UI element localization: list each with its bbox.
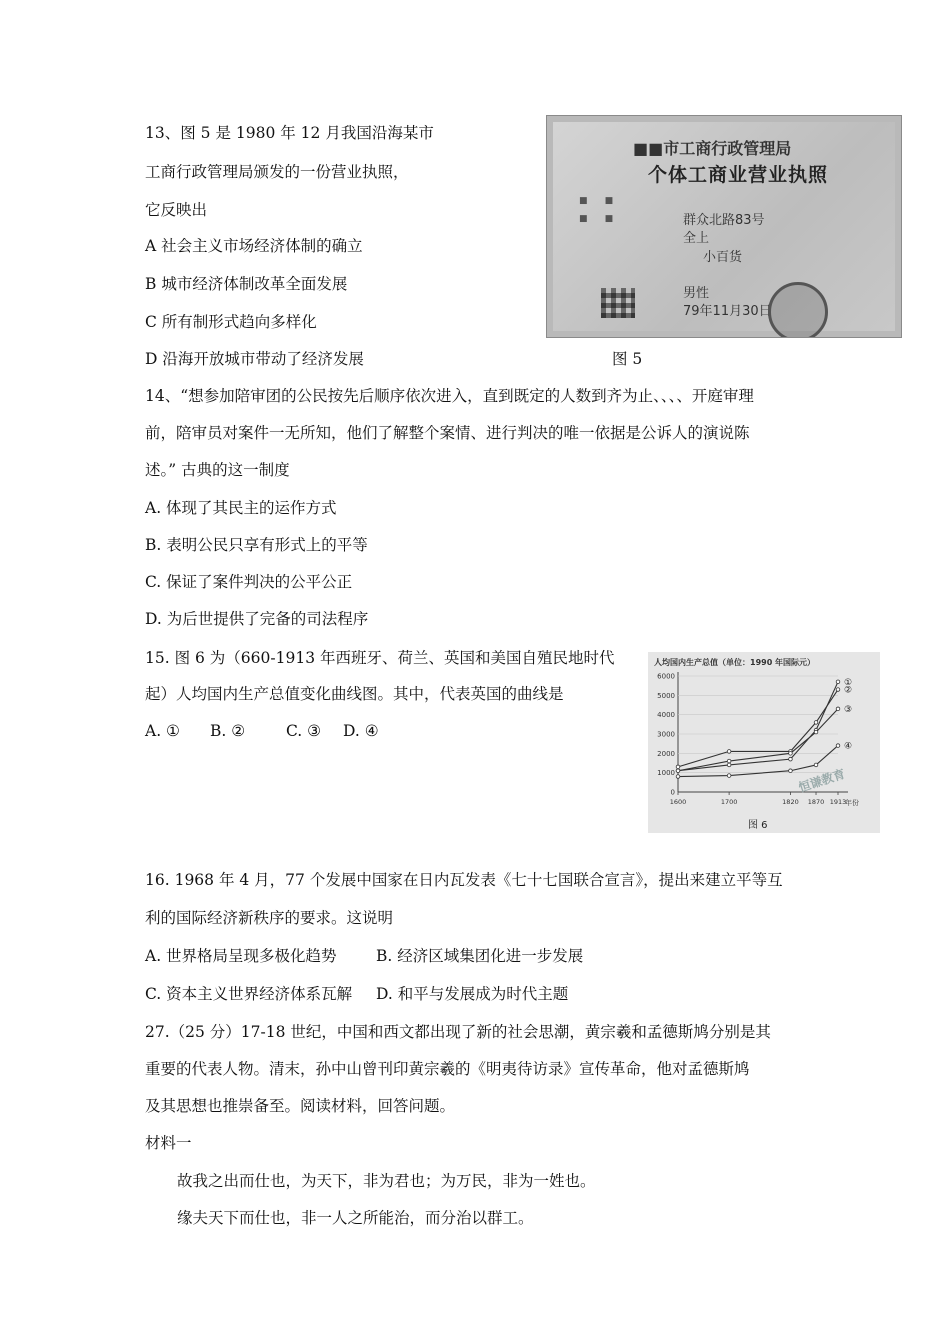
y-tick-label: 4000: [657, 711, 675, 720]
q13-line-2: 工商行政管理局颁发的一份营业执照，: [145, 163, 409, 181]
y-tick-label: 6000: [657, 672, 675, 681]
license-seal: [768, 282, 828, 338]
chart-caption: 图 6: [748, 820, 768, 831]
series-2-point: [727, 750, 731, 754]
license-scope: 小百货: [703, 250, 743, 265]
q15-option-c: C. ③: [286, 722, 322, 740]
q14-line-3: 述。” 古典的这一制度: [145, 461, 290, 479]
series-label-3: ③: [844, 704, 853, 715]
q13-option-c: C 所有制形式趋向多样化: [145, 313, 317, 331]
y-tick-label: 5000: [657, 691, 675, 700]
figure-5-caption: 图 5: [612, 350, 643, 368]
q14-line-2: 前，陪审员对案件一无所知，他们了解整个案情、进行判决的唯一依据是公诉人的演说陈: [145, 424, 750, 442]
series-4-point: [676, 775, 680, 779]
series-2-point: [676, 765, 680, 769]
q13-option-b: B 城市经济体制改革全面发展: [145, 275, 348, 293]
q16-option-b: B. 经济区域集团化进一步发展: [376, 947, 584, 965]
q14-option-b: B. 表明公民只享有形式上的平等: [145, 536, 368, 554]
chart-xlabel: 年份: [845, 799, 859, 807]
series-label-2: ②: [844, 685, 853, 696]
q27-line-3: 及其思想也推崇备至。阅读材料，回答问题。: [145, 1097, 456, 1115]
q27-line-2: 重要的代表人物。清末，孙中山曾刊印黄宗羲的《明夷待访录》宣传革命，他对孟德斯鸠: [145, 1060, 750, 1078]
q16-line-2: 利的国际经济新秩序的要求。这说明: [145, 909, 394, 927]
series-3-point: [676, 769, 680, 773]
x-tick-label: 1700: [720, 798, 738, 806]
license-authority: ■■市工商行政管理局: [633, 139, 792, 158]
y-tick-label: 1000: [657, 769, 675, 778]
series-label-4: ④: [844, 741, 853, 752]
license-address: 群众北路83号: [683, 213, 765, 228]
y-tick-label: 0: [670, 788, 675, 797]
business-license-photo: ■■市工商行政管理局 个体工商业营业执照 ■ ■ ■ ■ 群众北路83号 全上 小百货 男性 79年11月30日: [546, 115, 902, 338]
series-1-point: [836, 680, 840, 684]
q15-option-d: D. ④: [343, 722, 379, 740]
x-tick-label: 1600: [669, 798, 687, 806]
q16-option-a: A. 世界格局呈现多极化趋势: [145, 947, 337, 965]
license-title: 个体工商业营业执照: [648, 164, 829, 186]
series-1-point: [727, 763, 731, 767]
license-same: 全上: [683, 231, 710, 246]
license-date: 79年11月30日: [683, 304, 772, 319]
q13-option-d: D 沿海开放城市带动了经济发展: [145, 350, 364, 368]
material-label: 材料一: [145, 1134, 192, 1152]
series-4-point: [814, 763, 818, 767]
q15-option-a: A. ①: [145, 722, 180, 740]
x-tick-label: 1820: [782, 798, 799, 806]
q15-line-2: 起）人均国内生产总值变化曲线图。其中，代表英国的曲线是: [145, 685, 564, 703]
x-tick-label: 1913: [829, 798, 847, 806]
q27-line-1: 27.（25 分）17-18 世纪，中国和西文都出现了新的社会思潮，黄宗羲和孟德斯鸠分别是其: [145, 1023, 771, 1041]
chart-watermark: 恒谦教育: [796, 766, 847, 795]
q14-option-d: D. 为后世提供了完备的司法程序: [145, 610, 369, 628]
figure-6-chart: [648, 652, 880, 833]
series-3-point: [727, 759, 731, 763]
q13-line-1: 13、图 5 是 1980 年 12 月我国沿海某市: [145, 124, 434, 142]
q16-option-d: D. 和平与发展成为时代主题: [376, 985, 569, 1003]
series-2-point: [836, 688, 840, 692]
series-4-point: [836, 744, 840, 748]
license-pattern: [601, 288, 635, 318]
series-line-3: [678, 709, 838, 771]
chart-title: 人均国内生产总值（单位：1990 年国际元）: [654, 658, 816, 667]
q14-line-1: 14、“想参加陪审团的公民按先后顺序依次进入，直到既定的人数到齐为止、、、、开庭审理: [145, 387, 754, 405]
q14-option-c: C. 保证了案件判决的公平公正: [145, 573, 353, 591]
x-tick-label: 1870: [807, 798, 825, 806]
y-tick-label: 2000: [657, 749, 675, 758]
series-3-point: [836, 707, 840, 711]
q16-line-1: 16. 1968 年 4 月，77 个发展中国家在日内瓦发表《七十七国联合宣言》，提出来建立平等互: [145, 871, 783, 889]
series-2-point: [814, 721, 818, 725]
q14-option-a: A. 体现了其民主的运作方式: [145, 499, 337, 517]
series-line-4: [678, 746, 838, 777]
series-line-2: [678, 690, 838, 767]
material-line-1: 故我之出而仕也，为天下，非为君也；为万民，非为一姓也。: [177, 1172, 596, 1190]
material-line-2: 缘夫天下而仕也，非一人之所能治，而分治以群工。: [177, 1209, 534, 1227]
series-4-point: [789, 769, 793, 773]
q15-line-1: 15. 图 6 为（660-1913 年西班牙、荷兰、英国和美国自殖民地时代: [145, 649, 615, 667]
series-3-point: [814, 730, 818, 734]
series-1-point: [789, 757, 793, 761]
license-person: 男性: [683, 286, 710, 301]
q15-option-b: B. ②: [210, 722, 246, 740]
q16-option-c: C. 资本主义世界经济体系瓦解: [145, 985, 353, 1003]
series-3-point: [789, 752, 793, 756]
y-tick-label: 3000: [657, 730, 675, 739]
series-4-point: [727, 774, 731, 778]
q13-option-a: A 社会主义市场经济体制的确立: [145, 237, 363, 255]
q13-line-3: 它反映出: [145, 201, 208, 219]
series-label-1: ①: [844, 677, 853, 688]
